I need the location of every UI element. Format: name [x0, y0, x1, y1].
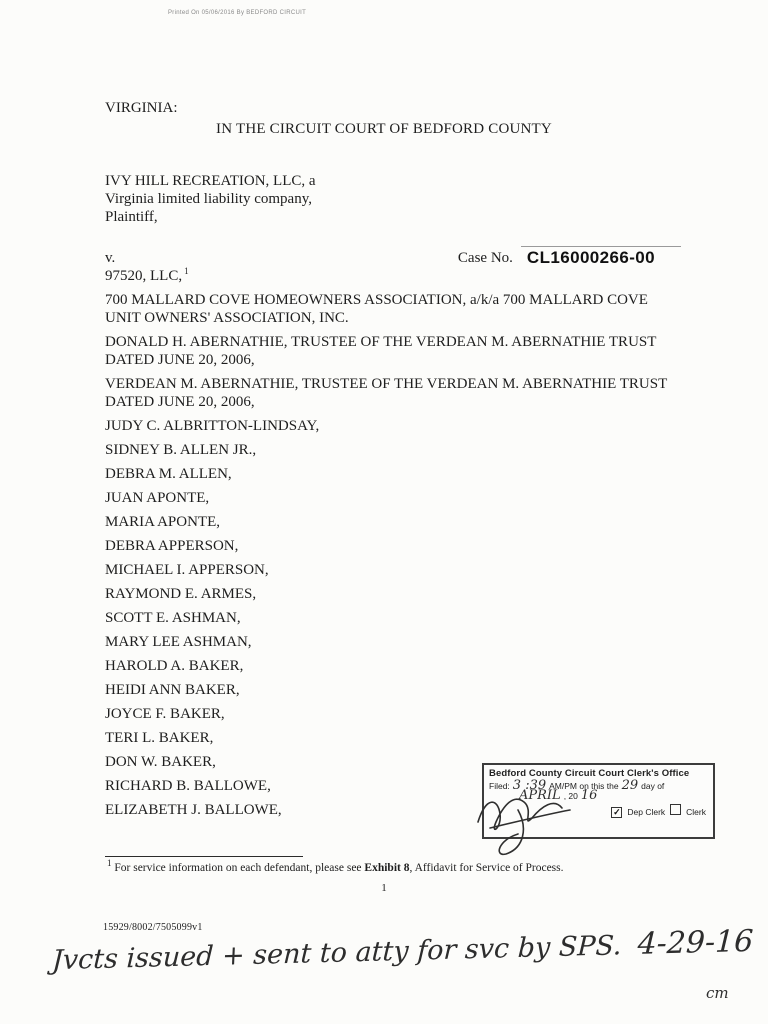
defendant-line-first	[105, 267, 683, 285]
defendant-line: DEBRA APPERSON,	[105, 538, 239, 554]
clerk-label: Clerk	[686, 807, 706, 817]
filed-time-handwritten: 3 :39	[512, 778, 547, 793]
year-handwritten: 16	[580, 788, 598, 803]
defendant-line: SIDNEY B. ALLEN JR.,	[105, 442, 257, 458]
defendant-line: MARIA APONTE,	[105, 514, 221, 530]
defendant-line: DEBRA M. ALLEN,	[105, 466, 232, 482]
handwritten-initials: cm	[706, 984, 729, 1002]
year-prefix: , 20	[563, 791, 578, 801]
defendant-line: RICHARD B. BALLOWE,	[105, 778, 271, 794]
filing-stamp	[482, 763, 715, 839]
plaintiff-description: Virginia limited liability company,	[105, 191, 312, 207]
footnote-text-pre: For service information on each defendant, please see	[114, 862, 365, 874]
defendant-line: TERI L. BAKER,	[105, 730, 214, 746]
defendant-line: HAROLD A. BAKER,	[105, 658, 244, 674]
defendant-line: JUDY C. ALBRITTON-LINDSAY,	[105, 418, 320, 434]
defendant-line: ELIZABETH J. BALLOWE,	[105, 802, 282, 818]
day-of-text: day of	[641, 781, 665, 791]
print-header: Printed On 05/06/2016 By BEDFORD CIRCUIT	[168, 10, 307, 16]
ampm-text: AM/PM on this the	[549, 781, 619, 791]
handwritten-note-date: 4-29-16	[636, 923, 755, 962]
case-number-label: Case No.	[457, 250, 513, 266]
defendant-line: VERDEAN M. ABERNATHIE, TRUSTEE OF THE VERDEAN M. ABERNATHIE TRUST DATED JUNE 20, 2006,	[105, 376, 667, 410]
defendants-list	[105, 291, 675, 819]
document-id: 15929/8002/7505099v1	[103, 922, 203, 933]
case-number-value: CL16000266-00	[521, 246, 681, 267]
defendant-line: JUAN APONTE,	[105, 490, 210, 506]
stamp-office-line: Bedford County Circuit Court Clerk's Office	[489, 768, 690, 779]
footnote	[105, 858, 670, 875]
defendant-line: JOYCE F. BAKER,	[105, 706, 225, 722]
versus-row	[105, 246, 683, 267]
month-handwritten: APRIL	[519, 788, 561, 803]
footnote-marker: 1	[107, 858, 112, 869]
filed-label: Filed:	[489, 781, 510, 791]
defendant-line: MICHAEL I. APPERSON,	[105, 562, 269, 578]
clerk-checkbox	[670, 804, 681, 815]
defendant-line: MARY LEE ASHMAN,	[105, 634, 252, 650]
case-caption	[105, 172, 683, 825]
defendant-line: HEIDI ANN BAKER,	[105, 682, 240, 698]
versus-label: v.	[105, 250, 116, 266]
filed-day-handwritten: 29	[621, 778, 639, 793]
stamp-date-line	[489, 788, 708, 803]
footnote-text-bold: Exhibit 8	[364, 862, 410, 874]
defendant-line: SCOTT E. ASHMAN,	[105, 610, 241, 626]
page-number: 1	[381, 882, 387, 894]
dep-clerk-checkbox: ✓	[613, 807, 621, 817]
stamp-clerk-line	[489, 804, 708, 818]
state-label: VIRGINIA:	[105, 100, 178, 116]
first-defendant-text: 97520, LLC,	[105, 268, 183, 284]
footnote-text-post: , Affidavit for Service of Process.	[409, 862, 564, 874]
plaintiff-role: Plaintiff,	[105, 209, 158, 225]
defendant-line: DONALD H. ABERNATHIE, TRUSTEE OF THE VERDEAN M. ABERNATHIE TRUST DATED JUNE 20, 2006,	[105, 334, 657, 368]
case-number-group	[458, 246, 683, 267]
dep-clerk-label: Dep Clerk	[627, 807, 666, 817]
footnote-reference: 1	[184, 266, 189, 276]
handwritten-note-text: Jvcts issued + sent to atty for svc by SPS.	[51, 930, 623, 977]
court-title: IN THE CIRCUIT COURT OF BEDFORD COUNTY	[216, 121, 552, 137]
defendant-line: 700 MALLARD COVE HOMEOWNERS ASSOCIATION, a/k/a 700 MALLARD COVE UNIT OWNERS' ASSOCIATION, INC.	[105, 292, 648, 326]
defendant-line: RAYMOND E. ARMES,	[105, 586, 257, 602]
plaintiff-name: IVY HILL RECREATION, LLC, a	[105, 173, 316, 189]
footnote-rule	[105, 856, 303, 857]
defendant-line: DON W. BAKER,	[105, 754, 216, 770]
